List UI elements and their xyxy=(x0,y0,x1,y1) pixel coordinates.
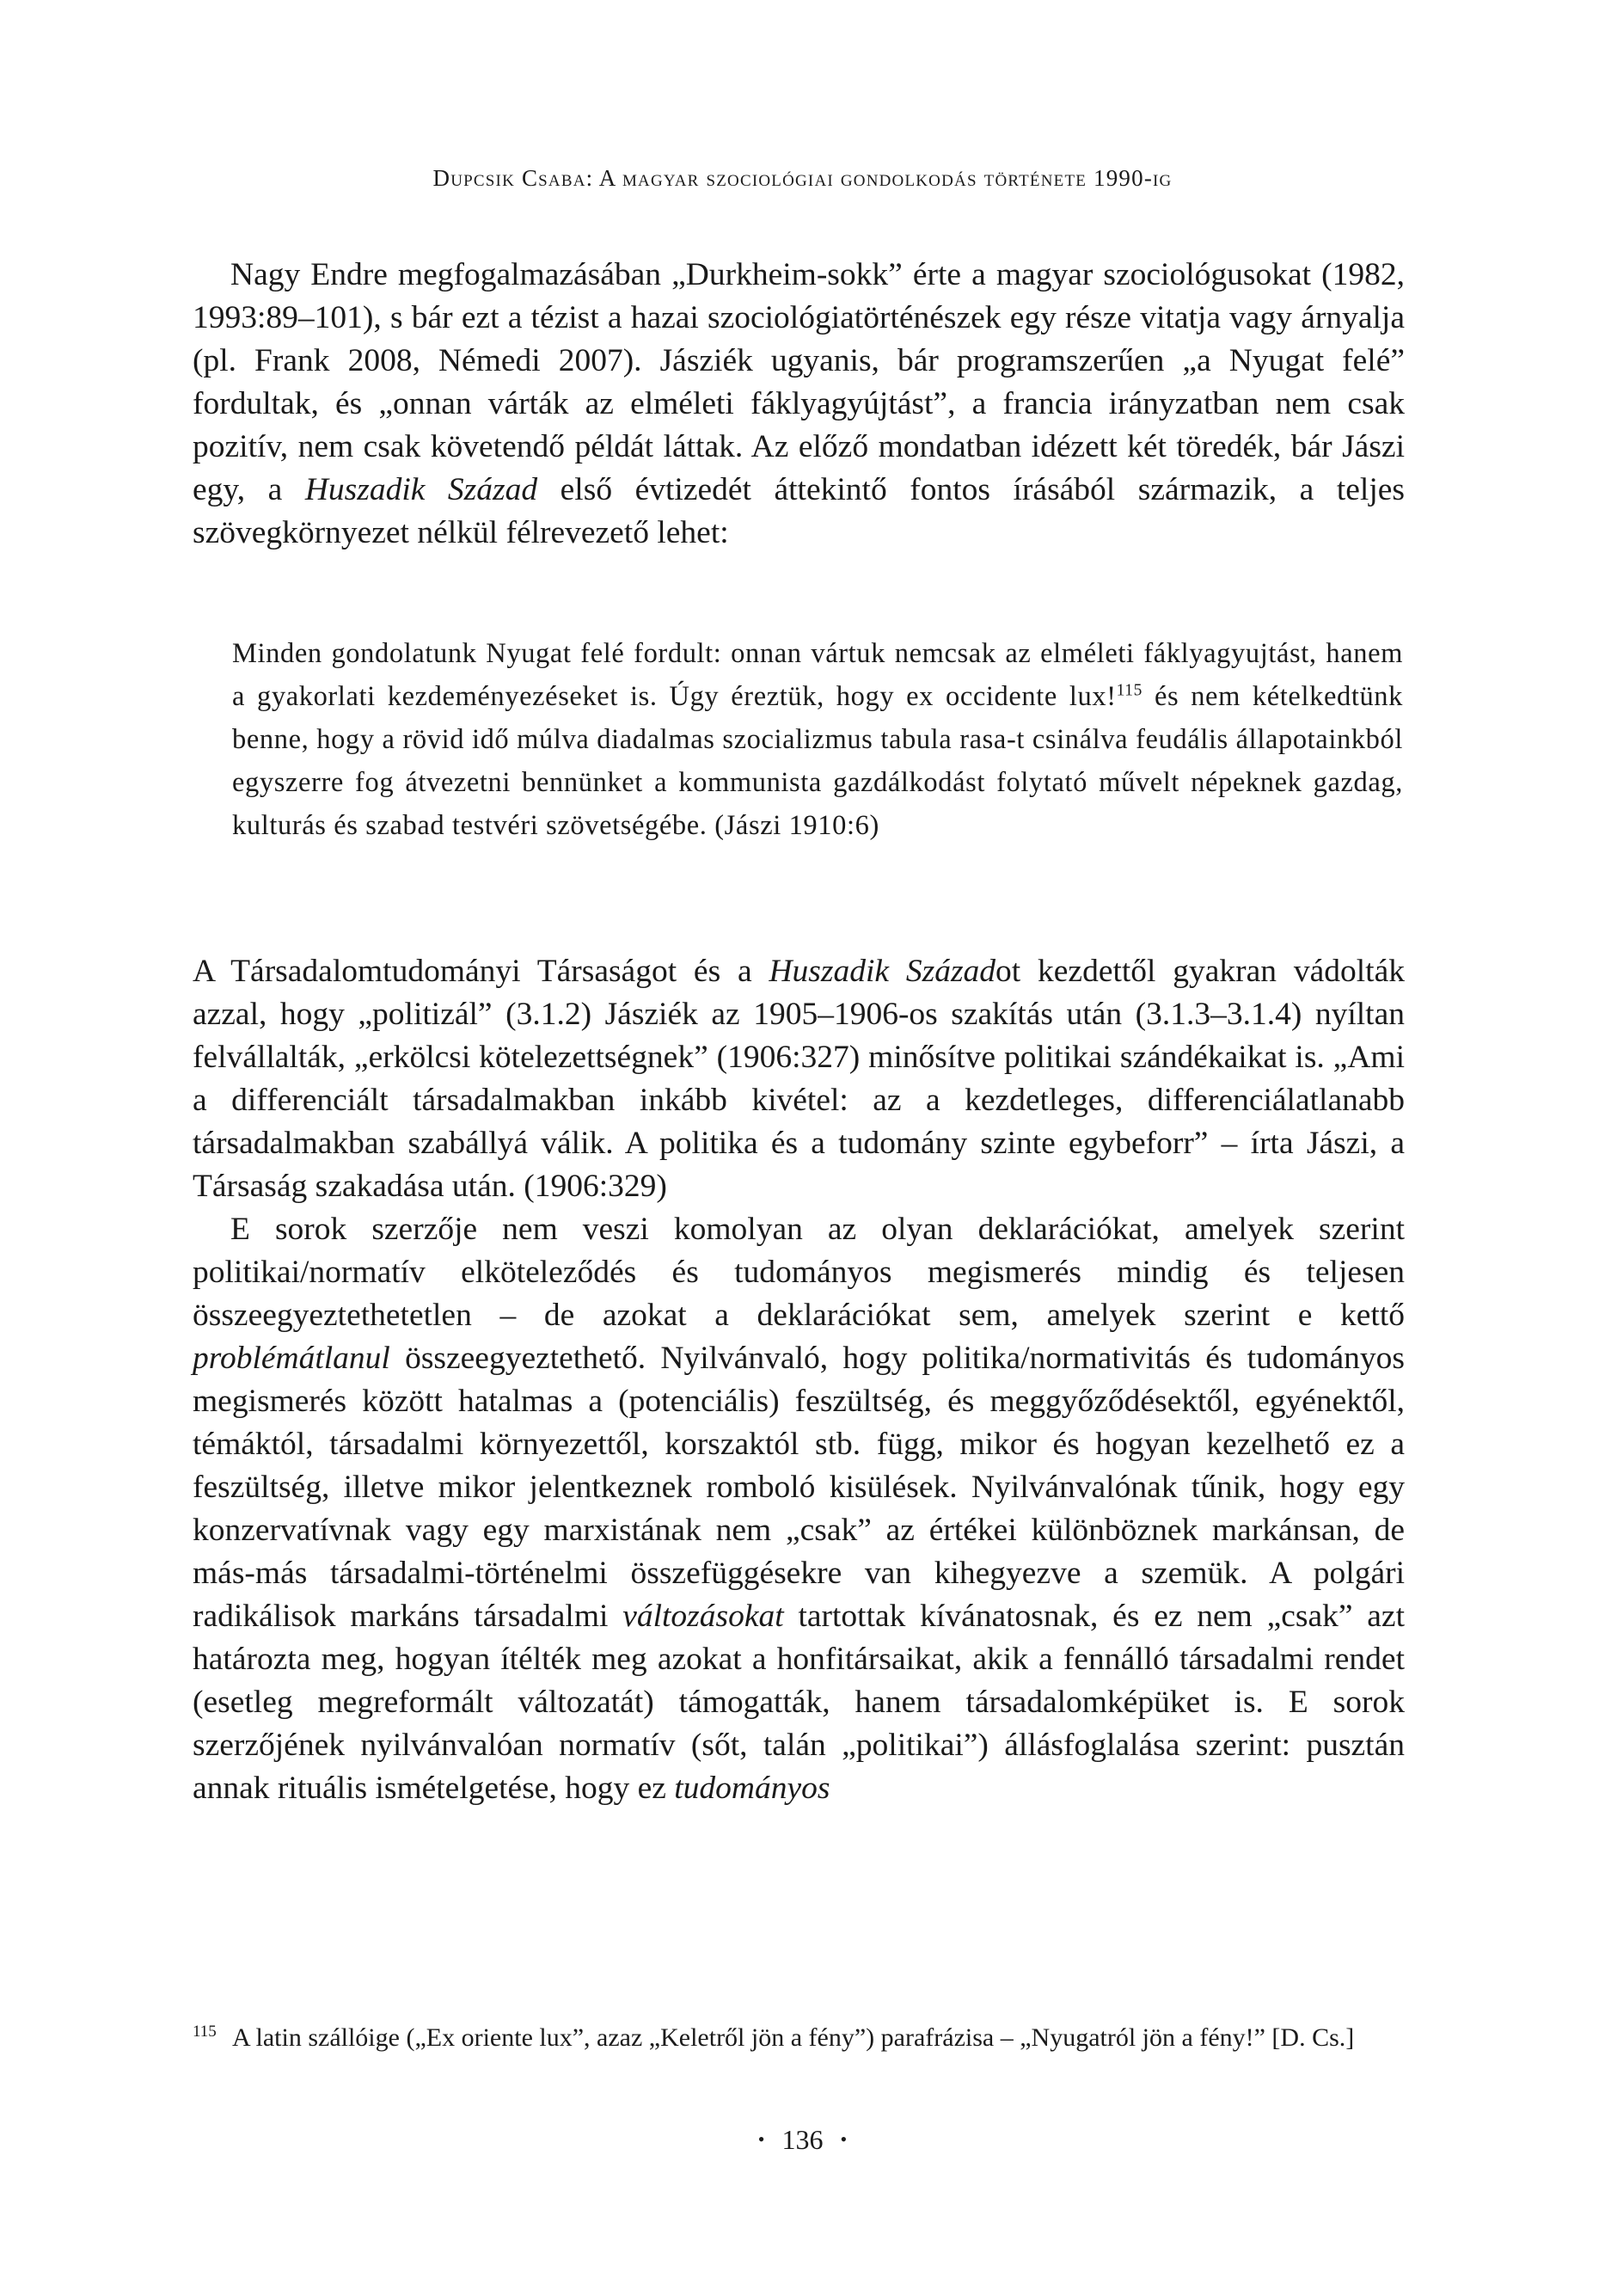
running-head: Dupcsik Csaba: A magyar szociológiai gondolkodás története 1990-ig xyxy=(432,165,1173,191)
journal-title-italic: Huszadik Század xyxy=(769,954,996,989)
paragraph-1-text: Nagy Endre megfogalmazásában „Durkheim-sokk” érte a magyar szociológusokat (1982, 1993:89–101), s bár ezt a tézist a hazai szociológiatörténészek egy része vitatja vagy árnyalja (pl. Frank 2008, Némedi 2007). Jásziék ugyanis, bár programszerűen „a Nyugat felé” fordultak, és „onnan várták az elméleti fáklyagyújtást”, a francia irányzatban nem csak pozitív, nem csak követendő példát láttak. Az előző mondatban idézett két töredék, bár Jászi egy, a xyxy=(193,257,1405,507)
paragraph-3-text-3: tartottak kívánatosnak, és ez nem „csak” azt határozta meg, hogyan ítélték meg azokat a honfitársaikat, akik a fennálló társadalmi rendet (esetleg megreformált változatát) támogatták, hanem társadalomképüket is. E sorok szerzőjének nyilvánvalóan normatív (sőt, talán „politikai”) állásfoglalása szerint: pusztán annak rituális ismételgetése, hogy ez xyxy=(193,1599,1405,1806)
paragraph-2-text-1: A Társadalomtudományi Társaságot és a xyxy=(193,954,769,989)
paragraph-2-text-2: ot kezdettől gyakran vádolták azzal, hogy „politizál” (3.1.2) Jásziék az 1905–1906-os szakítás után (3.1.3–3.1.4) nyíltan felvállalták, „erkölcsi kötelezettségnek” (1906:327) minősítve politikai szándékaikat is. „Ami a differenciált társadalmakban inkább kivétel: az a kezdetleges, differenciálatlanabb társadalmakban szabállyá válik. A politika és a tudomány szinte egybeforr” – írta Jászi, a Társaság szakadása után. (1906:329) xyxy=(193,954,1405,1204)
bullet-icon: • xyxy=(840,2128,848,2150)
emphasis-italic: problémátlanul xyxy=(193,1341,390,1376)
footnote-number: 115 xyxy=(193,2023,217,2041)
block-quote xyxy=(232,632,1403,847)
block-quote-text-after: és nem kételkedtünk benne, hogy a rövid idő múlva diadalmas szocializmus tabula rasa-t csinálva feudális állapotainkból egyszerre fog átvezetni bennünket a kommunista gazdálkodást folytató művelt népeknek gazdag, kulturás és szabad testvéri szövetségébe. (Jászi 1910:6) xyxy=(232,681,1403,841)
body-text xyxy=(193,950,1405,1810)
emphasis-italic: változásokat xyxy=(622,1599,784,1634)
page-number-value: 136 xyxy=(781,2124,824,2155)
paragraph-3 xyxy=(193,1208,1405,1810)
footnote-text: A latin szállóige („Ex oriente lux”, azaz „Keletről jön a fény”) parafrázisa – „Nyugatról jön a fény!” [D. Cs.] xyxy=(232,2023,1355,2052)
emphasis-italic: tudományos xyxy=(674,1771,830,1806)
paragraph-1 xyxy=(193,254,1405,555)
footnote xyxy=(193,2019,1405,2056)
paragraph-1-text-after: első évtizedét áttekintő fontos írásából származik, a teljes szövegkörnyezet nélkül félrevezető lehet: xyxy=(193,472,1405,550)
paragraph-3-text-2: összeegyeztethető. Nyilvánvaló, hogy politika/normativitás és tudományos megismerés között hatalmas a (potenciális) feszültség, és meggyőződésektől, egyénektől, témáktól, társadalmi környezettől, korszaktól stb. függ, mikor és hogyan kezelhető ez a feszültség, illetve mikor jelentkeznek romboló kisülések. Nyilvánvalónak tűnik, hogy egy konzervatívnak vagy egy marxistának nem „csak” az értékei különböznek markánsan, de más-más társadalmi-történelmi összefüggésekre van kihegyezve a szemük. A polgári radikálisok markáns társadalmi xyxy=(193,1341,1405,1634)
paragraph-3-text-1: E sorok szerzője nem veszi komolyan az olyan deklarációkat, amelyek szerint politikai/normatív elköteleződés és tudományos megismerés mindig és teljesen összeegyeztethetetlen – de azokat a deklarációkat sem, amelyek szerint e kettő xyxy=(193,1212,1405,1333)
block-quote-text-before: Minden gondolatunk Nyugat felé fordult: onnan vártuk nemcsak az elméleti fáklyagyujtást, hanem a gyakorlati kezdeményezéseket is. Úgy éreztük, hogy ex occidente lux! xyxy=(232,638,1403,712)
footnote-reference: 115 xyxy=(1116,681,1142,700)
paragraph-2 xyxy=(193,950,1405,1208)
page-number xyxy=(0,2124,1605,2156)
journal-title-italic: Huszadik Század xyxy=(304,472,538,507)
bullet-icon: • xyxy=(757,2128,765,2150)
